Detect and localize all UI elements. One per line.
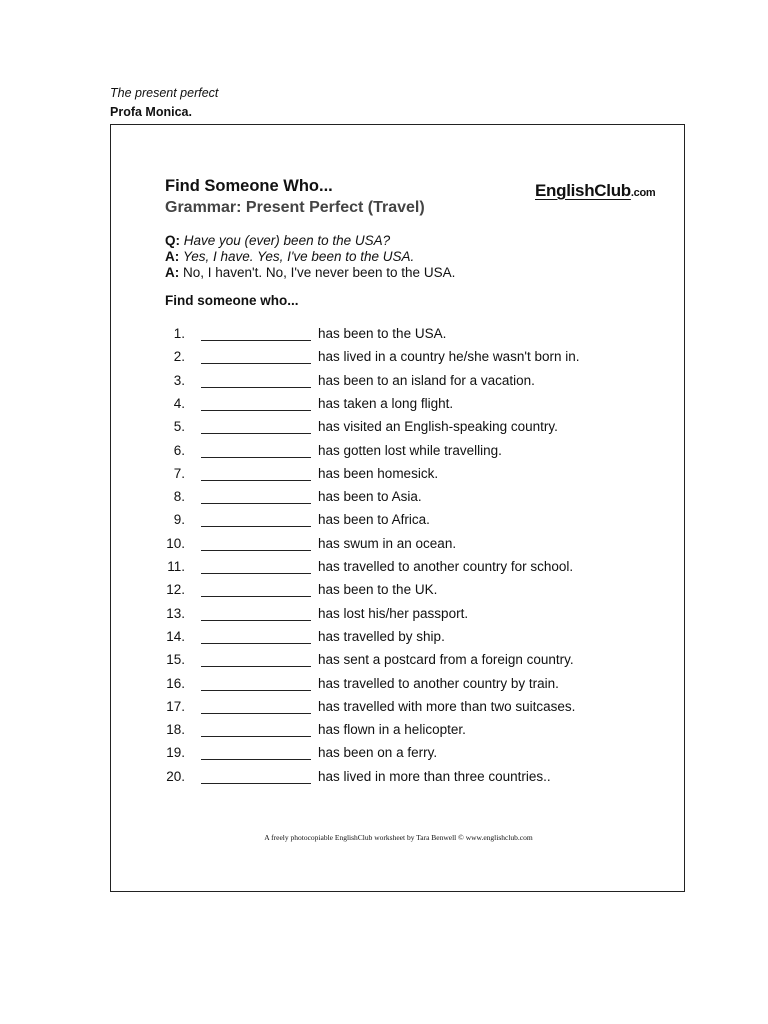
logo-name: EnglishClub [535,181,631,200]
item-text: has taken a long flight. [318,395,454,411]
list-item [111,373,686,393]
list-item [111,582,686,602]
list-item [111,652,686,672]
item-number: 18. [166,722,185,738]
answer-blank[interactable] [201,489,311,504]
item-text: has travelled by ship. [318,628,445,644]
logo-suffix: .com [630,187,656,199]
list-item [111,606,686,626]
list-item [111,699,686,719]
list-item [111,536,686,556]
list-item [111,722,686,742]
answer-line [165,249,414,264]
item-text: has flown in a helicopter. [318,722,466,738]
answer-blank[interactable] [201,349,311,364]
list-item [111,349,686,369]
answer-blank[interactable] [201,443,311,458]
item-number: 5. [173,419,185,435]
item-text: has travelled with more than two suitcases. [318,698,576,714]
document-title: The present perfect [110,86,219,100]
answer-blank[interactable] [201,676,311,691]
item-text: has been to the USA. [318,326,447,341]
item-number: 1. [173,326,185,341]
answer-line [165,265,455,280]
item-number: 7. [173,465,185,481]
answer-blank[interactable] [201,536,311,551]
answer-blank[interactable] [201,629,311,644]
list-item [111,443,686,463]
item-number: 16. [166,675,185,691]
item-number: 17. [166,698,185,714]
qa-text: Yes, I have. Yes, I've been to the USA. [183,249,415,264]
worksheet-frame [110,124,685,892]
list-item [111,745,686,765]
item-number: 12. [166,582,185,598]
item-text: has been to Africa. [318,512,430,528]
item-number: 15. [166,652,185,668]
item-number: 6. [173,442,185,458]
list-item [111,629,686,649]
qa-text: Have you (ever) been to the USA? [183,233,391,248]
list-item [111,512,686,532]
list-item [111,466,686,486]
worksheet-title: Find Someone Who... [165,177,333,195]
qa-label: A: [165,249,180,264]
answer-blank[interactable] [201,466,311,481]
question-line [165,233,390,248]
list-item [111,769,686,789]
item-text: has travelled to another country for school. [318,559,574,574]
list-item [111,326,686,346]
answer-blank[interactable] [201,606,311,621]
item-number: 20. [166,768,185,784]
item-text: has lost his/her passport. [318,605,469,621]
document-author: Profa Monica. [110,105,192,119]
item-text: has been on a ferry. [318,745,438,761]
item-text: has travelled to another country by train. [318,675,559,691]
list-item [111,676,686,696]
list-item [111,419,686,439]
item-number: 11. [167,559,185,574]
answer-blank[interactable] [201,419,311,434]
item-text: has been homesick. [318,465,439,481]
item-text: has been to an island for a vacation. [318,372,535,388]
item-text: has been to Asia. [318,489,422,505]
item-number: 8. [173,489,185,505]
item-number: 3. [173,372,185,388]
list-item [111,559,686,579]
find-heading: Find someone who... [165,293,299,308]
item-number: 9. [173,512,185,528]
answer-blank[interactable] [201,559,311,574]
item-text: has lived in more than three countries.. [318,768,551,784]
item-number: 10. [166,535,185,551]
answer-blank[interactable] [201,769,311,784]
qa-label: Q: [165,233,180,248]
englishclub-logo [535,181,655,201]
item-number: 4. [173,395,185,411]
item-text: has lived in a country he/she wasn't born in. [318,349,580,365]
worksheet-subtitle: Grammar: Present Perfect (Travel) [165,199,425,216]
answer-blank[interactable] [201,373,311,388]
item-text: has been to the UK. [318,582,438,598]
answer-blank[interactable] [201,745,311,760]
item-text: has swum in an ocean. [318,535,457,551]
list-item [111,489,686,509]
answer-blank[interactable] [201,652,311,667]
worksheet-footer: A freely photocopiable EnglishClub worksheet by Tara Benwell © www.englishclub.com [264,833,533,842]
answer-blank[interactable] [201,512,311,527]
answer-blank[interactable] [201,699,311,714]
answer-blank[interactable] [201,396,311,411]
answer-blank[interactable] [201,582,311,597]
item-number: 13. [166,605,185,621]
item-number: 19. [166,745,185,761]
item-text: has visited an English-speaking country. [318,419,558,435]
item-text: has sent a postcard from a foreign country. [318,652,574,668]
item-text: has gotten lost while travelling. [318,442,502,458]
qa-text: No, I haven't. No, I've never been to the USA. [183,265,456,280]
item-number: 2. [173,349,185,365]
qa-label: A: [165,265,180,280]
answer-blank[interactable] [201,722,311,737]
item-number: 14. [166,628,185,644]
list-item [111,396,686,416]
answer-blank[interactable] [201,326,311,341]
